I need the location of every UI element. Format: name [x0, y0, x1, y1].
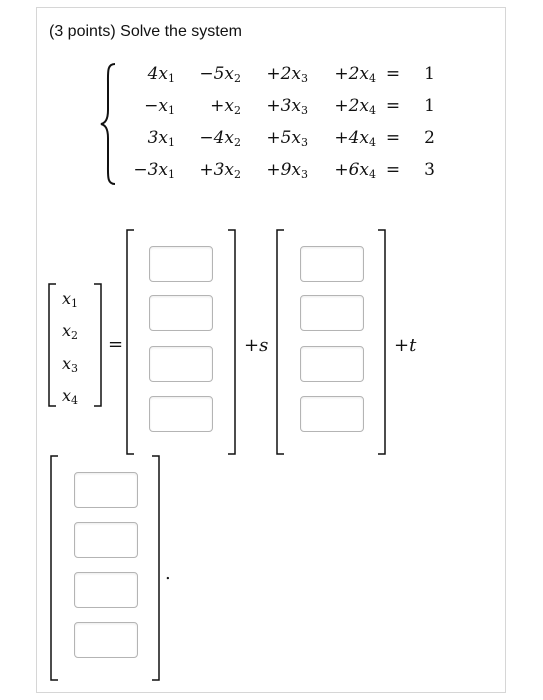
equals-sign: = — [385, 96, 401, 116]
term-cell: $-3x_1$ — [133, 160, 175, 181]
t-vector-entry-3-input[interactable] — [74, 572, 138, 608]
equation-row — [0, 160, 543, 184]
term-cell: $-x_1$ — [144, 96, 175, 117]
term-cell: $+4x_4$ — [334, 128, 376, 149]
period-mark: . — [165, 563, 171, 584]
term-cell: $-4x_2$ — [199, 128, 241, 149]
plus-s-label: +s — [244, 335, 269, 356]
t-vector-entry-1-input[interactable] — [74, 472, 138, 508]
rhs-value: 2 — [424, 128, 435, 148]
t-vector-entry-2-input[interactable] — [74, 522, 138, 558]
particular-entry-2-input[interactable] — [149, 295, 213, 331]
rhs-value: 3 — [424, 160, 435, 180]
term-cell: $3x_1$ — [147, 128, 175, 149]
variable-label: $x_4$ — [62, 386, 79, 407]
term-cell: $+3x_3$ — [266, 96, 308, 117]
term-cell: $+6x_4$ — [334, 160, 376, 181]
term-cell: $+5x_3$ — [266, 128, 308, 149]
t-vector-entry-4-input[interactable] — [74, 622, 138, 658]
term-cell: $+2x_3$ — [266, 64, 308, 85]
term-cell: $+2x_4$ — [334, 64, 376, 85]
equals-sign: = — [385, 128, 401, 148]
s-vector-entry-1-input[interactable] — [300, 246, 364, 282]
equals-sign: = — [385, 64, 401, 84]
particular-entry-4-input[interactable] — [149, 396, 213, 432]
particular-entry-3-input[interactable] — [149, 346, 213, 382]
term-cell: $+3x_2$ — [199, 160, 241, 181]
question-header: (3 points) Solve the system — [49, 23, 242, 40]
variable-label: $x_1$ — [62, 289, 79, 310]
equals-sign: = — [108, 334, 124, 355]
s-vector-entry-2-input[interactable] — [300, 295, 364, 331]
variable-label: $x_3$ — [62, 354, 79, 375]
particular-entry-1-input[interactable] — [149, 246, 213, 282]
rhs-value: 1 — [424, 96, 435, 116]
s-vector-entry-3-input[interactable] — [300, 346, 364, 382]
rhs-value: 1 — [424, 64, 435, 84]
plus-t-label: +t — [394, 335, 417, 356]
term-cell: $+2x_4$ — [334, 96, 376, 117]
equation-row — [0, 64, 543, 88]
term-cell: $-5x_2$ — [199, 64, 241, 85]
equation-row — [0, 96, 543, 120]
term-cell: $+9x_3$ — [266, 160, 308, 181]
variable-label: $x_2$ — [62, 321, 79, 342]
term-cell: $+x_2$ — [210, 96, 241, 117]
equation-row — [0, 128, 543, 152]
term-cell: $4x_1$ — [147, 64, 175, 85]
s-vector-entry-4-input[interactable] — [300, 396, 364, 432]
equals-sign: = — [385, 160, 401, 180]
